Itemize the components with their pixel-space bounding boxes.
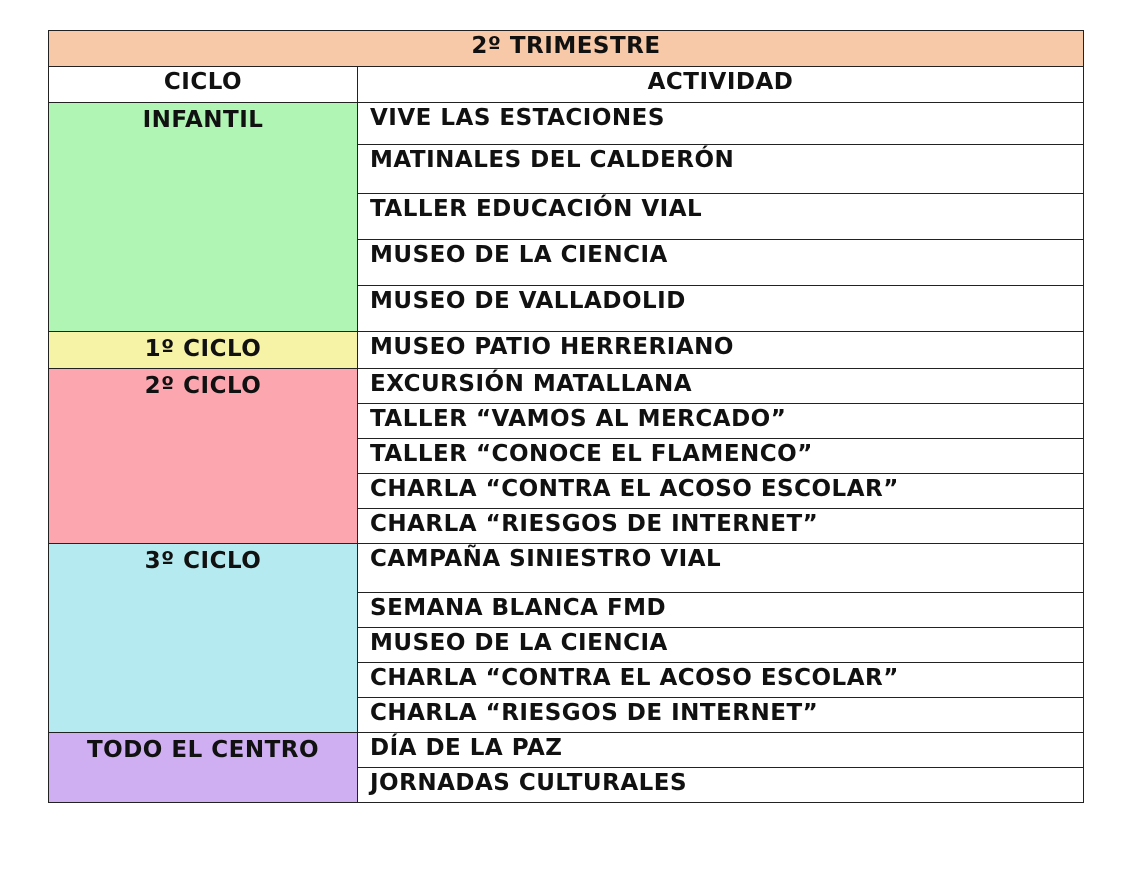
ciclo-cell-2-ciclo: 2º CICLO	[49, 369, 358, 544]
activity-cell: VIVE LAS ESTACIONES	[358, 103, 1084, 145]
table-row	[49, 733, 1084, 768]
activity-cell: TALLER “CONOCE EL FLAMENCO”	[358, 439, 1084, 474]
table-row	[49, 544, 1084, 593]
activity-cell: MATINALES DEL CALDERÓN	[358, 145, 1084, 194]
activity-cell: JORNADAS CULTURALES	[358, 768, 1084, 803]
ciclo-cell-infantil: INFANTIL	[49, 103, 358, 332]
activity-cell: MUSEO PATIO HERRERIANO	[358, 332, 1084, 369]
activity-cell: MUSEO DE LA CIENCIA	[358, 628, 1084, 663]
activity-cell: CHARLA “CONTRA EL ACOSO ESCOLAR”	[358, 474, 1084, 509]
column-header-ciclo: CICLO	[49, 67, 358, 103]
title-row	[49, 31, 1084, 67]
activity-cell: CHARLA “CONTRA EL ACOSO ESCOLAR”	[358, 663, 1084, 698]
ciclo-cell-todo-el-centro: TODO EL CENTRO	[49, 733, 358, 803]
activity-cell: DÍA DE LA PAZ	[358, 733, 1084, 768]
activity-cell: SEMANA BLANCA FMD	[358, 593, 1084, 628]
table-row	[49, 369, 1084, 404]
ciclo-cell-1-ciclo: 1º CICLO	[49, 332, 358, 369]
ciclo-cell-3-ciclo: 3º CICLO	[49, 544, 358, 733]
activity-cell: CAMPAÑA SINIESTRO VIAL	[358, 544, 1084, 593]
activity-schedule-table	[48, 30, 1084, 803]
activity-cell: TALLER “VAMOS AL MERCADO”	[358, 404, 1084, 439]
header-row	[49, 67, 1084, 103]
activity-cell: MUSEO DE LA CIENCIA	[358, 240, 1084, 286]
table-title: 2º TRIMESTRE	[49, 31, 1084, 67]
activity-cell: MUSEO DE VALLADOLID	[358, 286, 1084, 332]
activity-cell: CHARLA “RIESGOS DE INTERNET”	[358, 698, 1084, 733]
activity-cell: TALLER EDUCACIÓN VIAL	[358, 194, 1084, 240]
table-row	[49, 103, 1084, 145]
activity-cell: EXCURSIÓN MATALLANA	[358, 369, 1084, 404]
table-row	[49, 332, 1084, 369]
activity-cell: CHARLA “RIESGOS DE INTERNET”	[358, 509, 1084, 544]
column-header-actividad: ACTIVIDAD	[358, 67, 1084, 103]
